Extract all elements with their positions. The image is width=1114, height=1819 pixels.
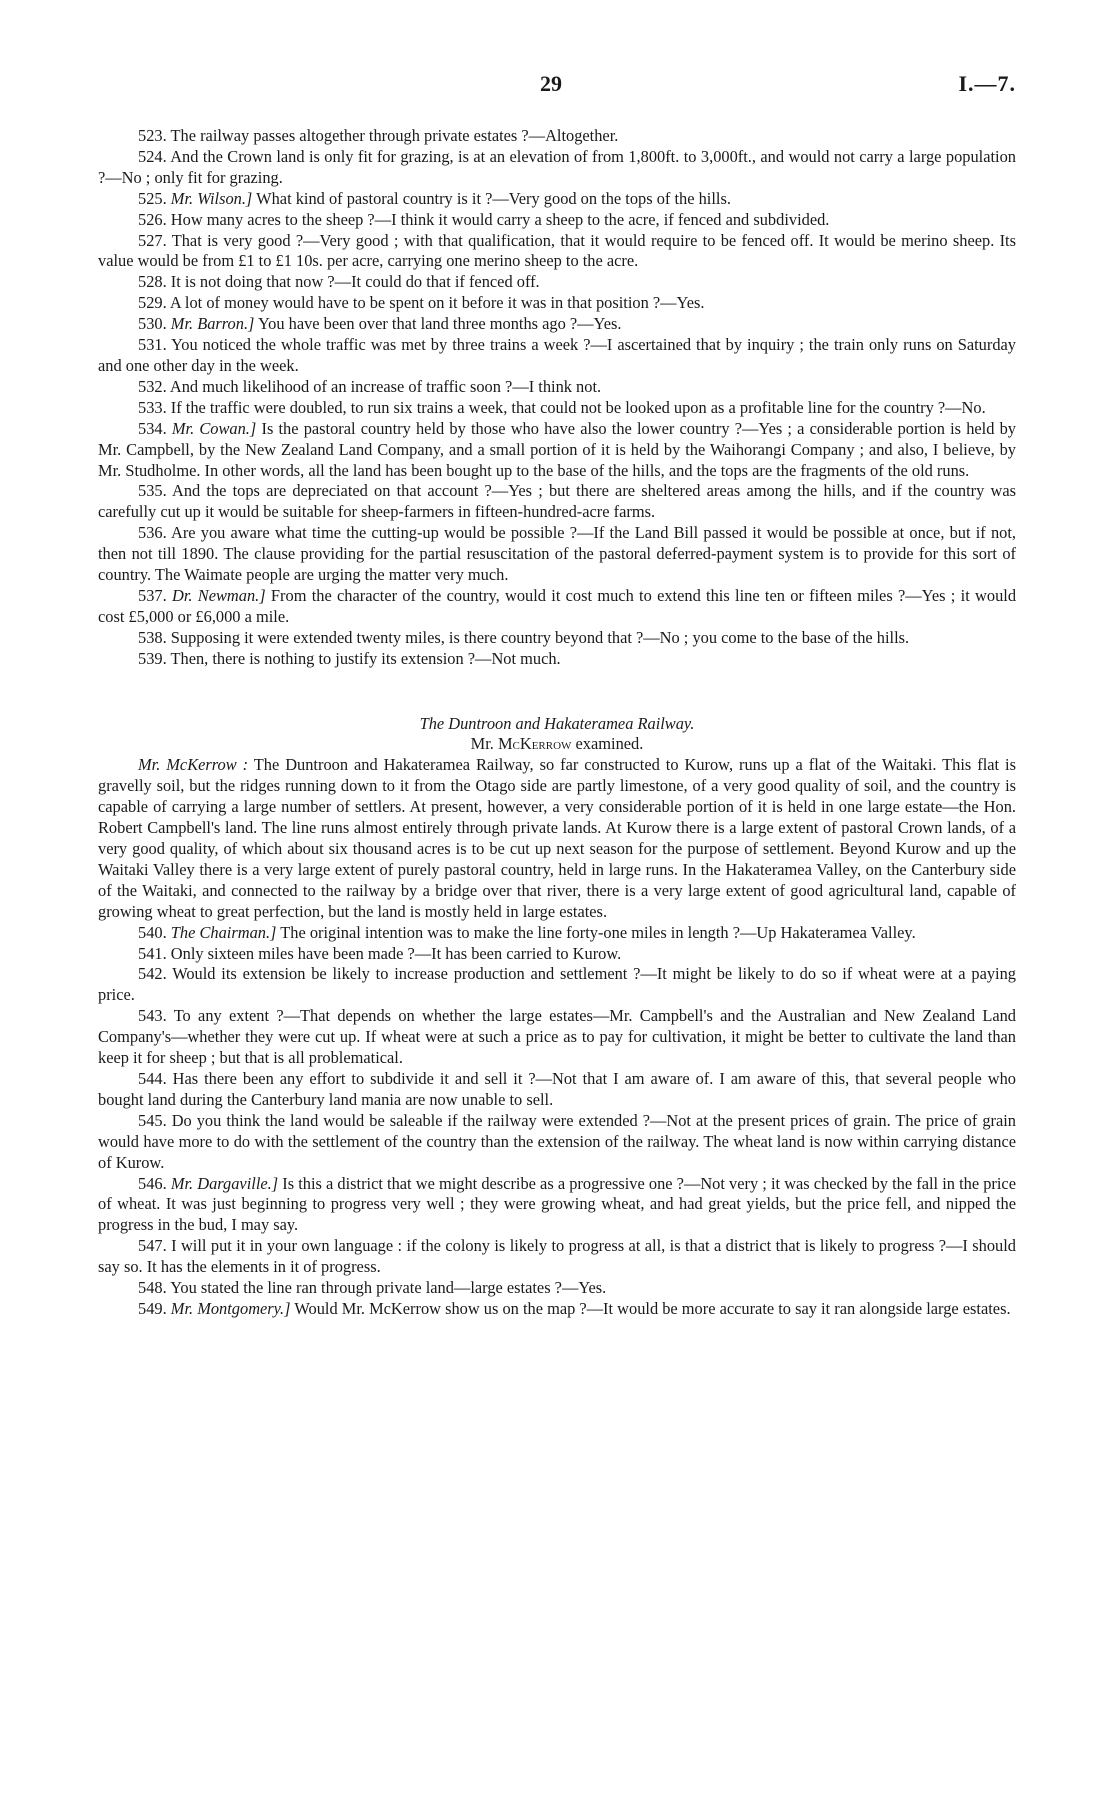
question-paragraph xyxy=(98,1174,1016,1237)
question-number: 549. xyxy=(138,1298,167,1318)
witness-prefix: Mr. xyxy=(470,734,498,754)
question-number: 528. xyxy=(138,272,167,292)
question-number: 525. xyxy=(138,188,167,208)
question-text: You noticed the whole traffic was met by three trains a week ?—I ascertained that by inquiry ; the train only runs on Saturday and one other day in the week. xyxy=(98,335,1016,375)
body-text xyxy=(98,126,1016,1320)
question-paragraph xyxy=(98,272,1016,293)
statement-speaker: Mr. McKerrow : xyxy=(138,755,249,775)
question-paragraph xyxy=(98,1006,1016,1069)
question-paragraph xyxy=(98,377,1016,398)
question-number: 540. xyxy=(138,922,167,942)
question-text: Only sixteen miles have been made ?—It has been carried to Kurow. xyxy=(170,943,622,963)
document-reference: I.—7. xyxy=(958,71,1016,96)
section-heading: The Duntroon and Hakateramea Railway. xyxy=(419,713,695,733)
question-number: 543. xyxy=(138,1006,167,1026)
question-number: 548. xyxy=(138,1278,167,1298)
question-text: The railway passes altogether through private estates ?—Altogether. xyxy=(170,126,619,145)
question-text: Is the pastoral country held by those who have also the lower country ?—Yes ; a considerable portion is held by Mr. Campbell, by the New Zealand Land Company, and a small portion of it is held by the Waihorangi Company ; and also, I believe, by Mr. Studholme. In other words, all the land has been bought up to the base of the hills, and the tops are the fragments of the old runs. xyxy=(98,418,1016,480)
speaker-name: Mr. Wilson.] xyxy=(170,188,253,208)
question-text: That is very good ?—Very good ; with that qualification, that it would require to be fenced off. It would be merino sheep. Its value would be from £1 to £1 10s. per acre, carrying one merino sheep to the acre. xyxy=(98,230,1016,271)
question-paragraph xyxy=(98,335,1016,377)
question-paragraph xyxy=(98,1236,1016,1278)
question-number: 532. xyxy=(138,376,167,396)
question-paragraph xyxy=(98,126,1016,147)
question-paragraph xyxy=(98,1278,1016,1299)
question-number: 523. xyxy=(138,126,167,145)
question-paragraph xyxy=(98,923,1016,944)
question-number: 546. xyxy=(138,1173,167,1193)
witness-line xyxy=(98,734,1016,755)
question-paragraph xyxy=(98,293,1016,314)
question-number: 542. xyxy=(138,964,167,984)
question-paragraph xyxy=(98,314,1016,335)
question-text: Is this a district that we might describe as a progressive one ?—Not very ; it was checked by the fall in the price of wheat. It was just beginning to progress very well ; they were growing wheat, and had great yields, but the price fell, and nipped the progress in the bud, I may say. xyxy=(98,1173,1016,1235)
question-text: Would Mr. McKerrow show us on the map ?—It would be more accurate to say it ran alongside large estates. xyxy=(294,1298,1011,1318)
question-text: And the Crown land is only fit for grazing, is at an elevation of from 1,800ft. to 3,000ft., and would not carry a large population ?—No ; only fit for grazing. xyxy=(98,146,1016,187)
question-number: 530. xyxy=(138,314,167,334)
witness-statement xyxy=(98,755,1016,922)
witness-name: McKerrow xyxy=(497,734,572,754)
question-text: And much likelihood of an increase of traffic soon ?—I think not. xyxy=(169,376,602,396)
question-paragraph xyxy=(98,189,1016,210)
speaker-name: Dr. Newman.] xyxy=(171,585,266,605)
question-text: From the character of the country, would it cost much to extend this line ten or fifteen miles ?—Yes ; it would cost £5,000 or £6,000 a mile. xyxy=(98,585,1017,626)
question-paragraph xyxy=(98,210,1016,231)
question-text: I will put it in your own language : if the colony is likely to progress at all, is that a district that is likely to progress ?—I should say so. It has the elements in it of progress. xyxy=(98,1236,1016,1277)
qa-block-1 xyxy=(98,126,1016,670)
question-paragraph xyxy=(98,944,1016,965)
question-paragraph xyxy=(98,419,1016,482)
question-paragraph xyxy=(98,231,1016,273)
question-paragraph xyxy=(98,1111,1016,1174)
question-text: Would its extension be likely to increase production and settlement ?—It might be likely to do so if wheat were at a paying price. xyxy=(98,964,1016,1005)
question-text: Are you aware what time the cutting-up would be possible ?—If the Land Bill passed it would be possible at once, but if not, then not till 1890. The clause providing for the partial resuscitation of the pastoral deferred-payment system is to provide for this sort of country. The Waimate people are urging the matter very much. xyxy=(98,523,1016,585)
question-number: 544. xyxy=(138,1068,167,1088)
question-text: Then, there is nothing to justify its extension ?—Not much. xyxy=(170,648,561,668)
question-number: 541. xyxy=(138,943,167,963)
question-text: Do you think the land would be saleable if the railway were extended ?—Not at the present prices of grain. The price of grain would have more to do with the settlement of the country than the extension of the railway. The wheat land is now within carrying distance of Kurow. xyxy=(98,1110,1016,1172)
question-number: 533. xyxy=(138,397,167,417)
question-number: 534. xyxy=(138,418,167,438)
question-number: 538. xyxy=(138,627,167,647)
speaker-name: Mr. Dargaville.] xyxy=(170,1173,279,1193)
question-paragraph xyxy=(98,1069,1016,1111)
question-text: What kind of pastoral country is it ?—Very good on the tops of the hills. xyxy=(256,188,731,208)
question-text: If the traffic were doubled, to run six trains a week, that could not be looked upon as a profitable line for the country ?—No. xyxy=(170,397,986,417)
statement-text: The Duntroon and Hakateramea Railway, so far constructed to Kurow, runs up a flat of the Waitaki. This flat is gravelly soil, but the ridges running down to it from the Otago side are partly limestone, of a very good quality of soil, and the country is capable of carrying a large number of settlers. At present, however, a very considerable portion of it is held in one large estate—the Hon. Robert Campbell's land. The line runs almost entirely through private lands. At Kurow there is a large extent of pastoral Crown lands, of a very good quality, of which about six thousand acres is to be cut up next season for the purpose of settlement. Beyond Kurow and up the Waitaki Valley there is a very large extent of purely pastoral country, held in large runs. In the Hakateramea Valley, on the Canterbury side of the Waitaki, and connected to the railway by a bridge over that river, there is a very large extent of good agricultural land, capable of growing wheat to great perfection, but the land is mostly held in large estates. xyxy=(98,755,1016,921)
question-text: It is not doing that now ?—It could do that if fenced off. xyxy=(170,272,540,292)
speaker-name: Mr. Barron.] xyxy=(170,314,255,334)
question-text: Supposing it were extended twenty miles, is there country beyond that ?—No ; you come to the base of the hills. xyxy=(170,627,910,647)
question-number: 536. xyxy=(138,523,167,543)
question-paragraph xyxy=(98,628,1016,649)
question-number: 531. xyxy=(138,335,167,355)
question-text: Has there been any effort to subdivide it and sell it ?—Not that I am aware of. I am aware of this, that several people who bought land during the Canterbury land mania are now unable to sell. xyxy=(98,1068,1016,1109)
question-number: 545. xyxy=(138,1110,167,1130)
page-number: 29 xyxy=(540,71,562,96)
question-paragraph xyxy=(98,1299,1016,1320)
speaker-name: The Chairman.] xyxy=(170,922,277,942)
question-text: To any extent ?—That depends on whether the large estates—Mr. Campbell's and the Australian and New Zealand Land Company's—whether they were cut up. If wheat were at such a price as to pay for cultivation, it might be better to cultivate the land than keep it for sheep ; but that is all problematical. xyxy=(98,1006,1016,1068)
question-number: 526. xyxy=(138,209,167,229)
question-text: How many acres to the sheep ?—I think it would carry a sheep to the acre, if fenced and subdivided. xyxy=(170,209,830,229)
question-number: 524. xyxy=(138,146,167,166)
question-paragraph xyxy=(98,398,1016,419)
question-text: A lot of money would have to be spent on it before it was in that position ?—Yes. xyxy=(169,293,705,313)
speaker-name: Mr. Montgomery.] xyxy=(170,1298,291,1318)
question-number: 529. xyxy=(138,293,167,313)
question-number: 547. xyxy=(138,1236,167,1256)
question-paragraph xyxy=(98,147,1016,189)
question-paragraph xyxy=(98,481,1016,523)
question-number: 537. xyxy=(138,585,167,605)
question-paragraph xyxy=(98,586,1016,628)
witness-suffix: examined. xyxy=(571,734,644,754)
qa-block-2 xyxy=(98,923,1016,1320)
question-number: 527. xyxy=(138,230,167,250)
question-text: And the tops are depreciated on that account ?—Yes ; but there are sheltered areas among the hills, and if the country was carefully cut up it would be suitable for sheep-farmers in fifteen-hundred-acre farms. xyxy=(98,481,1016,522)
question-text: The original intention was to make the line forty-one miles in length ?—Up Hakateramea Valley. xyxy=(280,922,916,942)
question-paragraph xyxy=(98,964,1016,1006)
question-text: You stated the line ran through private land—large estates ?—Yes. xyxy=(170,1278,607,1298)
question-paragraph xyxy=(98,523,1016,586)
question-number: 535. xyxy=(138,481,167,501)
question-number: 539. xyxy=(138,648,167,668)
speaker-name: Mr. Cowan.] xyxy=(171,418,257,438)
question-text: You have been over that land three months ago ?—Yes. xyxy=(257,314,622,334)
question-paragraph xyxy=(98,649,1016,670)
